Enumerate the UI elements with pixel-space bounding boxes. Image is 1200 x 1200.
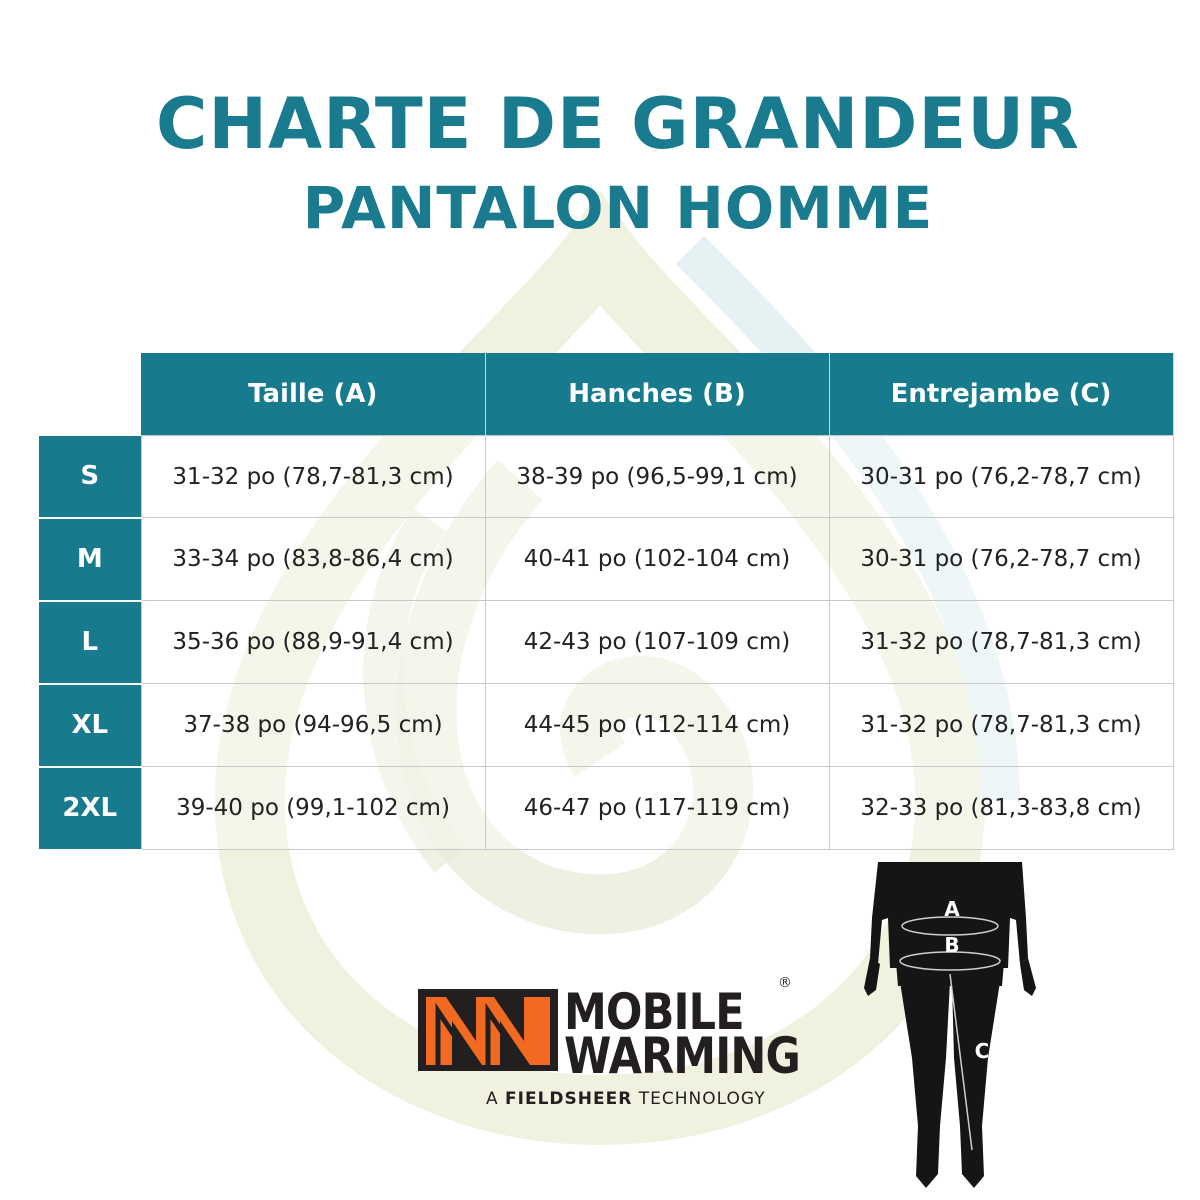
logo-tagline: A FIELDSHEER TECHNOLOGY	[486, 1089, 766, 1109]
size-label: XL	[39, 684, 141, 767]
page-subtitle: PANTALON HOMME	[302, 174, 934, 242]
body-measurement-figure	[860, 858, 1040, 1194]
mw-logo-mark-icon	[418, 989, 558, 1071]
header-hanches: Hanches (B)	[485, 353, 829, 436]
size-label: 2XL	[39, 767, 141, 850]
size-label: L	[39, 601, 141, 684]
table-cell: 30-31 po (76,2-78,7 cm)	[829, 518, 1173, 601]
logo-text-mobile: MOBILE	[564, 983, 744, 1041]
size-label: S	[39, 436, 141, 518]
size-chart-table	[39, 353, 1174, 851]
header-taille: Taille (A)	[141, 353, 485, 436]
table-row	[39, 767, 1173, 850]
table-cell: 39-40 po (99,1-102 cm)	[141, 767, 485, 850]
table-row	[39, 518, 1173, 601]
mobile-warming-logo	[418, 975, 798, 1115]
table-cell: 32-33 po (81,3-83,8 cm)	[829, 767, 1173, 850]
logo-text-warming: WARMING	[564, 1027, 800, 1085]
table-cell: 40-41 po (102-104 cm)	[485, 518, 829, 601]
table-cell: 35-36 po (88,9-91,4 cm)	[141, 601, 485, 684]
table-cell: 33-34 po (83,8-86,4 cm)	[141, 518, 485, 601]
table-cell: 42-43 po (107-109 cm)	[485, 601, 829, 684]
table-cell: 30-31 po (76,2-78,7 cm)	[829, 436, 1173, 518]
table-row	[39, 601, 1173, 684]
table-cell: 31-32 po (78,7-81,3 cm)	[829, 601, 1173, 684]
label-c: C	[974, 1039, 990, 1063]
size-label: M	[39, 518, 141, 601]
table-cell: 44-45 po (112-114 cm)	[485, 684, 829, 767]
label-b: B	[944, 933, 960, 957]
page-title: CHARTE DE GRANDEUR	[156, 83, 1080, 165]
table-cell: 37-38 po (94-96,5 cm)	[141, 684, 485, 767]
label-a: A	[944, 897, 960, 921]
table-cell: 31-32 po (78,7-81,3 cm)	[829, 684, 1173, 767]
table-cell: 38-39 po (96,5-99,1 cm)	[485, 436, 829, 518]
header-entrejambe: Entrejambe (C)	[829, 353, 1173, 436]
corner-cell	[39, 353, 141, 436]
table-row	[39, 684, 1173, 767]
table-header-row	[39, 353, 1173, 436]
registered-mark: ®	[778, 975, 792, 991]
table-cell: 46-47 po (117-119 cm)	[485, 767, 829, 850]
table-row	[39, 436, 1173, 518]
title-block	[0, 80, 1200, 248]
table-cell: 31-32 po (78,7-81,3 cm)	[141, 436, 485, 518]
